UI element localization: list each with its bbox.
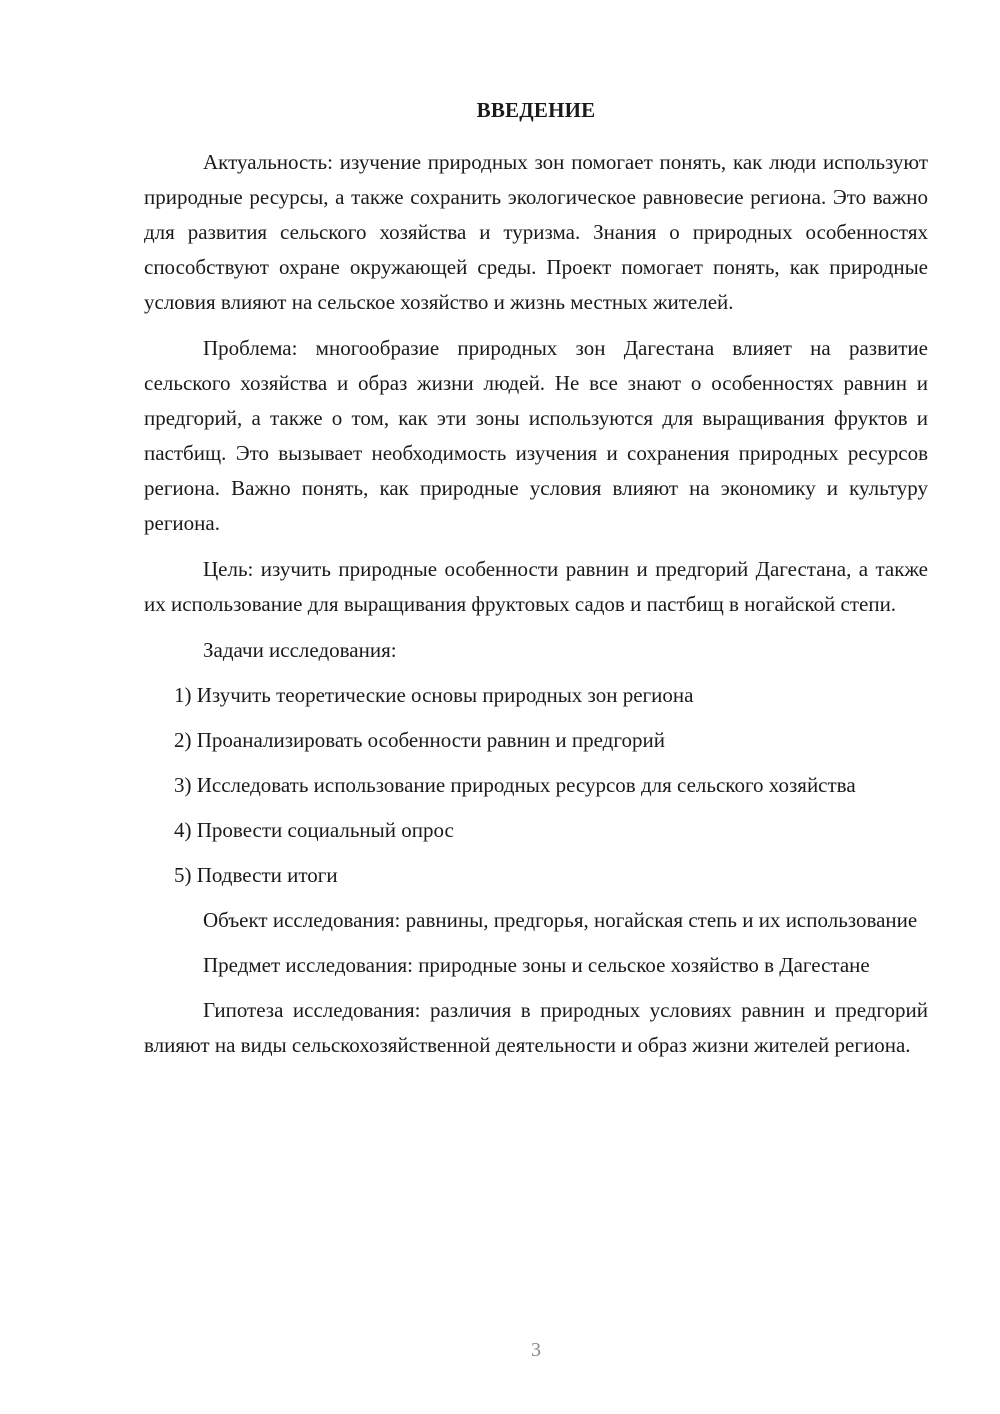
list-item: 4) Провести социальный опрос xyxy=(174,818,454,842)
list-item: 5) Подвести итоги xyxy=(174,863,338,887)
object-paragraph: Объект исследования: равнины, предгорья, ногайская степь и их использование xyxy=(203,908,918,932)
list-item: 3) Исследовать использование природных ресурсов для сельского хозяйства xyxy=(174,773,856,797)
page-title: ВВЕДЕНИЕ xyxy=(476,98,596,122)
page-content xyxy=(144,93,928,1073)
problem-paragraph: Проблема: многообразие природных зон Дагестана влияет на развитие сельского хозяйства и образ жизни людей. Не все знают о особенностях равнин и предгорий, а также о том, как эти зоны используются для выращивания фруктов и пастбищ. Это вызывает необходимость изучения и сохранения природных ресурсов региона. Важно понять, как природные условия влияют на экономику и культуру региона. xyxy=(144,336,928,535)
list-item: 1) Изучить теоретические основы природных зон региона xyxy=(174,683,694,707)
tasks-list xyxy=(144,678,928,893)
page-number: 3 xyxy=(531,1339,541,1361)
hypothesis-paragraph: Гипотеза исследования: различия в природных условиях равнин и предгорий влияют на виды сельскохозяйственной деятельности и образ жизни жителей региона. xyxy=(144,998,928,1057)
relevance-paragraph: Актуальность: изучение природных зон помогает понять, как люди используют природные ресурсы, а также сохранить экологическое равновесие региона. Это важно для развития сельского хозяйства и туризма. Знания о природных особенностях способствуют охране окружающей среды. Проект помогает понять, как природные условия влияют на сельское хозяйство и жизнь местных жителей. xyxy=(144,150,928,314)
list-item: 2) Проанализировать особенности равнин и предгорий xyxy=(174,728,665,752)
goal-paragraph: Цель: изучить природные особенности равнин и предгорий Дагестана, а также их использование для выращивания фруктовых садов и пастбищ в ногайской степи. xyxy=(144,557,928,616)
subject-paragraph: Предмет исследования: природные зоны и сельское хозяйство в Дагестане xyxy=(203,953,870,977)
tasks-heading: Задачи исследования: xyxy=(203,638,397,662)
